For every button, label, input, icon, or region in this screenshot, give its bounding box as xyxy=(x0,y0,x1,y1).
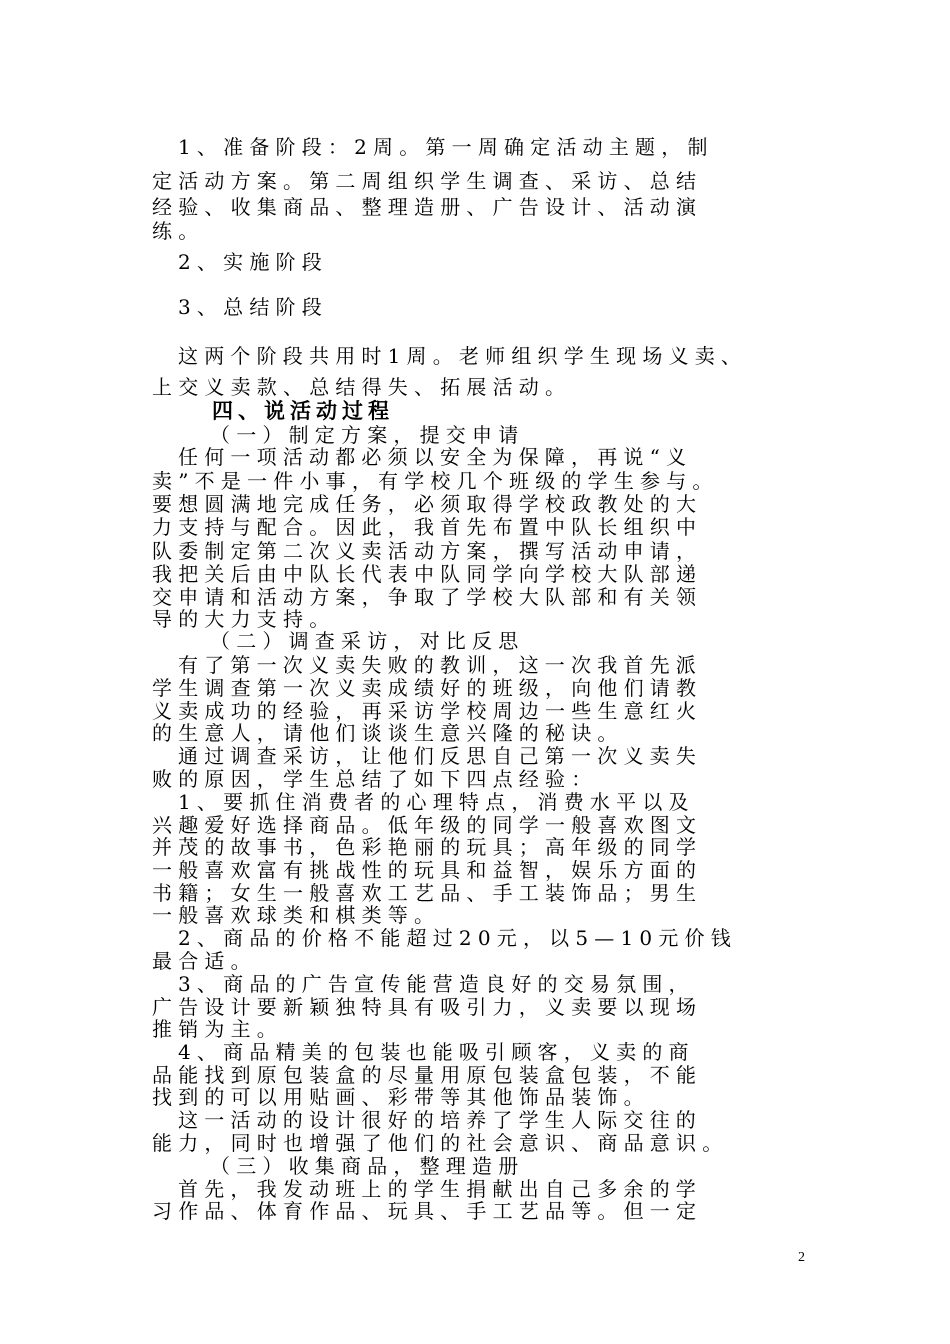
list-item-line: 一般喜欢富有挑战性的玩具和益智，娱乐方面的 xyxy=(152,858,703,882)
subsection-heading: （二）调查采访，对比反思 xyxy=(210,629,525,653)
paragraph-line: 任何一项活动都必须以安全为保障，再说“义 xyxy=(178,445,693,469)
paragraph-line: 通过调查采访，让他们反思自己第一次义卖失 xyxy=(178,744,702,768)
paragraph-line: 要想圆满地完成任务，必须取得学校政教处的大 xyxy=(152,492,703,516)
list-item-line: 兴趣爱好选择商品。低年级的同学一般喜欢图文 xyxy=(152,813,703,837)
list-item-line: 并茂的故事书，色彩艳丽的玩具；高年级的同学 xyxy=(152,835,703,859)
page-number: 2 xyxy=(798,1250,805,1265)
list-item-line: 4、商品精美的包装也能吸引顾客，义卖的商 xyxy=(178,1040,695,1064)
list-item-line: 最合适。 xyxy=(152,949,257,973)
list-item-line: 品能找到原包装盒的尽量用原包装盒包装，不能 xyxy=(152,1063,703,1087)
section-item: 3、总结阶段 xyxy=(178,295,328,319)
list-item-line: 1、要抓住消费者的心理特点，消费水平以及 xyxy=(178,790,695,814)
paragraph-line: 的生意人，请他们谈谈生意兴隆的秘诀。 xyxy=(152,721,624,745)
subsection-heading: （一）制定方案，提交申请 xyxy=(210,423,525,447)
paragraph-line: 交申请和活动方案，争取了学校大队部和有关领 xyxy=(152,585,703,609)
paragraph-line: 经验、收集商品、整理造册、广告设计、活动演 xyxy=(152,195,703,219)
paragraph-line: 定活动方案。第二周组织学生调查、采访、总结 xyxy=(152,169,703,193)
list-item-line: 一般喜欢球类和棋类等。 xyxy=(152,903,441,927)
list-item-line: 广告设计要新颖独特具有吸引力，义卖要以现场 xyxy=(152,995,703,1019)
subsection-heading: （三）收集商品，整理造册 xyxy=(210,1154,525,1178)
paragraph-line: 队委制定第二次义卖活动方案，撰写活动申请， xyxy=(152,539,703,563)
paragraph-line: 义卖成功的经验，再采访学校周边一些生意红火 xyxy=(152,699,703,723)
paragraph-line: 败的原因，学生总结了如下四点经验： xyxy=(152,767,598,791)
paragraph-line: 卖”不是一件小事，有学校几个班级的学生参与。 xyxy=(152,469,719,493)
paragraph-line: 首先，我发动班上的学生捐献出自己多余的学 xyxy=(178,1177,702,1201)
list-item-line: 推销为主。 xyxy=(152,1017,283,1041)
section-item: 2、实施阶段 xyxy=(178,250,328,274)
paragraph-line: 这一活动的设计很好的培养了学生人际交往的 xyxy=(178,1108,702,1132)
list-item-line: 找到的可以用贴画、彩带等其他饰品装饰。 xyxy=(152,1085,650,1109)
list-item-line: 书籍；女生一般喜欢工艺品、手工装饰品；男生 xyxy=(152,881,703,905)
paragraph-line: 导的大力支持。 xyxy=(152,607,336,631)
paragraph-line: 有了第一次义卖失败的教训，这一次我首先派 xyxy=(178,653,702,677)
paragraph-line: 1、准备阶段：2周。第一周确定活动主题，制 xyxy=(178,135,714,159)
paragraph-line: 上交义卖款、总结得失、拓展活动。 xyxy=(152,375,572,399)
list-item-line: 3、商品的广告宣传能营造良好的交易氛围， xyxy=(178,972,695,996)
list-item-line: 2、商品的价格不能超过20元，以5—10元价钱 xyxy=(178,926,737,950)
paragraph-line: 学生调查第一次义卖成绩好的班级，向他们请教 xyxy=(152,676,703,700)
paragraph-line: 习作品、体育作品、玩具、手工艺品等。但一定 xyxy=(152,1199,703,1223)
paragraph-line: 能力，同时也增强了他们的社会意识、商品意识。 xyxy=(152,1131,729,1155)
paragraph-line: 练。 xyxy=(152,219,205,243)
section-heading: 四、说活动过程 xyxy=(212,398,394,423)
paragraph-line: 力支持与配合。因此，我首先布置中队长组织中 xyxy=(152,515,703,539)
paragraph-line: 这两个阶段共用时1周。老师组织学生现场义卖、 xyxy=(178,344,748,368)
paragraph-line: 我把关后由中队长代表中队同学向学校大队部递 xyxy=(152,562,703,586)
